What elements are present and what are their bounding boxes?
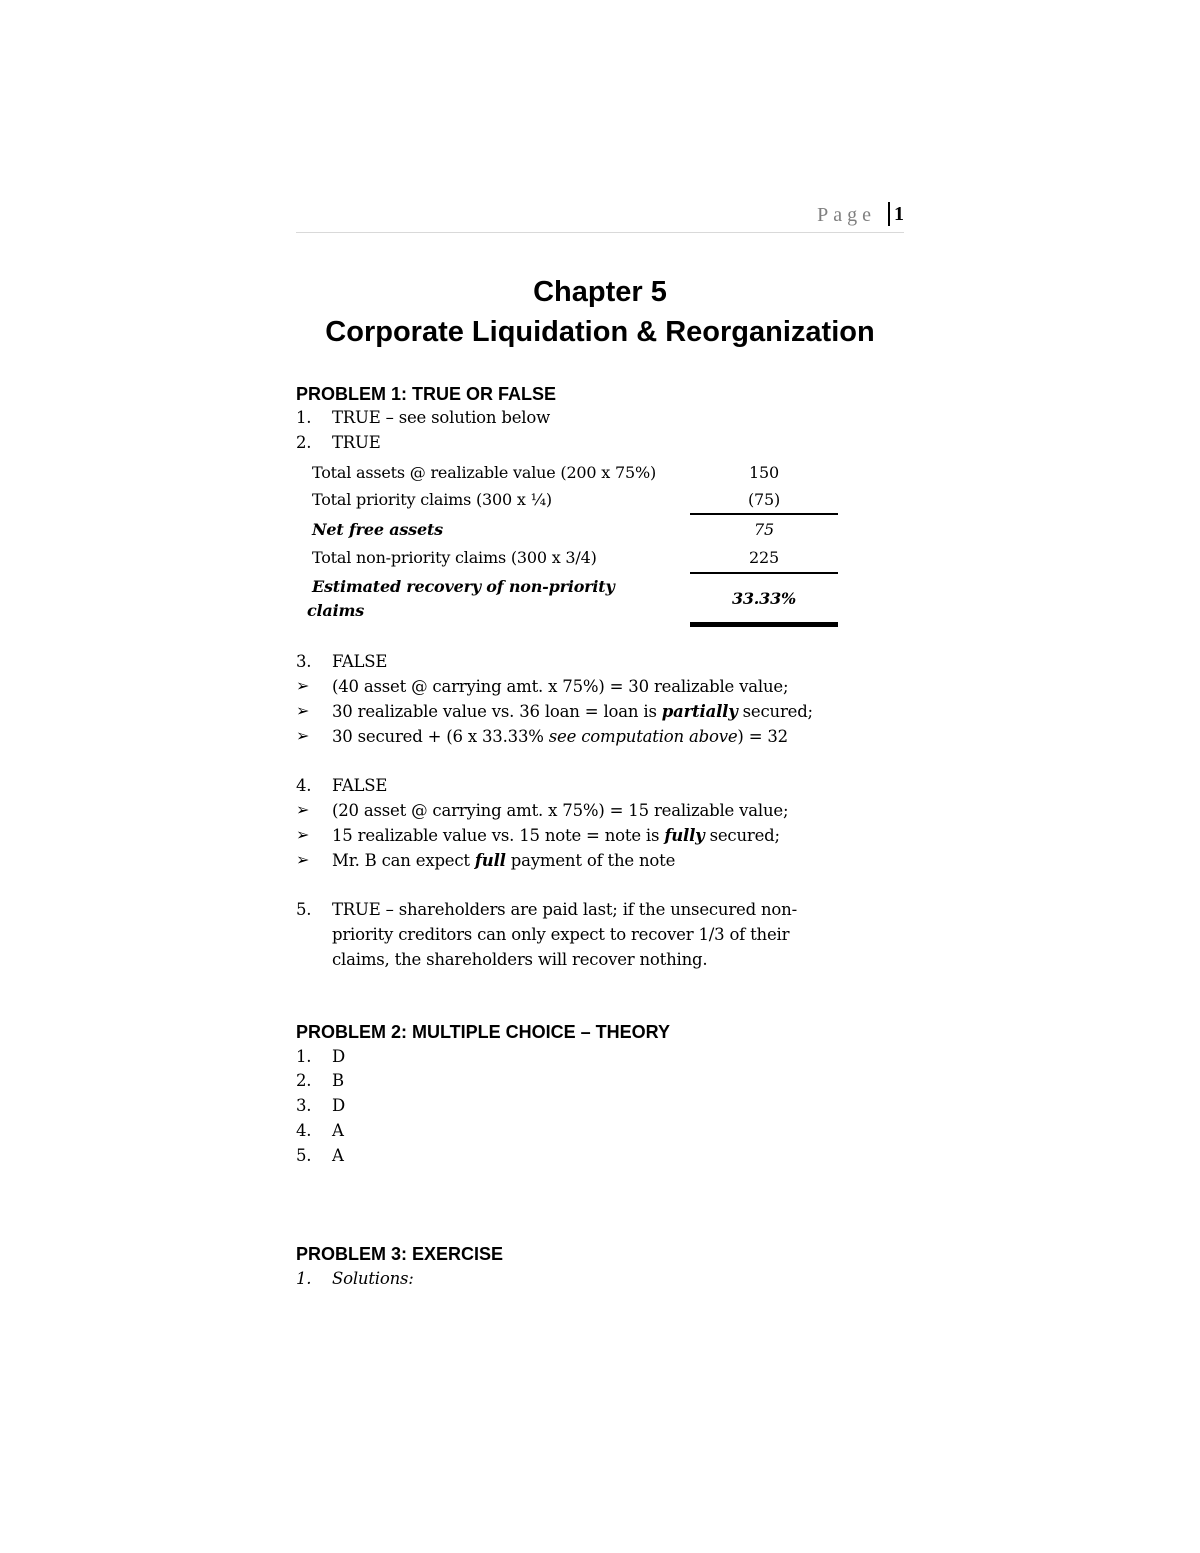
item-text: FALSE [332, 776, 388, 795]
bullet-text-part: secured; [737, 702, 813, 721]
problem3-heading: PROBLEM 3: EXERCISE [296, 1244, 504, 1264]
calc-label-net-free-assets: Net free assets [312, 520, 443, 539]
item-number: 3. [296, 1096, 312, 1115]
answer-letter: A [332, 1146, 344, 1165]
page-label: Page [817, 204, 876, 226]
chapter-title: Chapter 5 [533, 276, 667, 308]
bullet-text-part: payment of the note [505, 851, 676, 870]
item-text: TRUE [332, 433, 381, 452]
bullet-text [332, 727, 788, 746]
item-text: TRUE – see solution below [332, 408, 551, 427]
bullet-text [332, 851, 675, 870]
page-separator [888, 202, 890, 226]
emphasis-text: full [474, 851, 506, 870]
emphasis-text: see computation above [548, 727, 738, 746]
calc-label-estimated-recovery-cont: claims [307, 601, 365, 620]
answer-letter: A [332, 1121, 344, 1140]
arrow-bullet-icon: ➢ [296, 676, 310, 695]
arrow-bullet-icon: ➢ [296, 726, 310, 745]
calc-value-estimated-recovery: 33.33% [731, 589, 797, 608]
calc-label-non-priority-claims: Total non-priority claims (300 x 3/4) [312, 548, 597, 567]
problem1-heading: PROBLEM 1: TRUE OR FALSE [296, 384, 557, 404]
answer-letter: D [332, 1096, 346, 1115]
arrow-bullet-icon: ➢ [296, 825, 310, 844]
answer-letter: D [332, 1047, 346, 1066]
item-number: 5. [296, 900, 312, 919]
item-number: 5. [296, 1146, 312, 1165]
bullet-text-part: Mr. B can expect [332, 851, 475, 870]
bullet-text: (20 asset @ carrying amt. x 75%) = 15 realizable value; [332, 801, 789, 820]
arrow-bullet-icon: ➢ [296, 701, 310, 720]
calc-label-total-assets: Total assets @ realizable value (200 x 75%) [312, 463, 656, 482]
arrow-bullet-icon: ➢ [296, 800, 310, 819]
item-text: claims, the shareholders will recover nothing. [332, 950, 708, 969]
calc-subtotal-rule [690, 513, 838, 515]
item-text: Solutions: [332, 1269, 414, 1288]
bullet-text [332, 702, 813, 721]
item-number: 2. [296, 433, 312, 452]
calc-double-rule [690, 622, 838, 627]
bullet-text-part: ) = 32 [737, 727, 788, 746]
answer-letter: B [332, 1071, 344, 1090]
calc-value-total-assets: 150 [749, 463, 779, 482]
bullet-text-part: 30 secured + (6 x 33.33% [332, 727, 549, 746]
bullet-text-part: 30 realizable value vs. 36 loan = loan is [332, 702, 662, 721]
page-number: 1 [894, 203, 904, 225]
calc-value-non-priority-claims: 225 [749, 548, 779, 567]
calc-total-rule [690, 572, 838, 574]
item-number: 3. [296, 652, 312, 671]
item-number: 1. [296, 408, 312, 427]
item-number: 4. [296, 1121, 312, 1140]
item-text: priority creditors can only expect to recover 1/3 of their [332, 925, 790, 944]
calc-label-estimated-recovery: Estimated recovery of non-priority [312, 577, 615, 596]
bullet-text [332, 826, 780, 845]
calc-value-priority-claims: (75) [747, 490, 781, 509]
emphasis-text: fully [664, 826, 705, 845]
item-number: 4. [296, 776, 312, 795]
bullet-text-part: 15 realizable value vs. 15 note = note is [332, 826, 665, 845]
arrow-bullet-icon: ➢ [296, 850, 310, 869]
problem2-heading: PROBLEM 2: MULTIPLE CHOICE – THEORY [296, 1022, 671, 1042]
calc-label-priority-claims: Total priority claims (300 x ¼) [312, 490, 552, 509]
item-number: 1. [296, 1047, 312, 1066]
page-header [296, 200, 904, 233]
bullet-text-part: secured; [704, 826, 780, 845]
item-text: FALSE [332, 652, 388, 671]
chapter-subtitle: Corporate Liquidation & Reorganization [325, 316, 875, 348]
emphasis-text: partially [661, 702, 738, 721]
item-number: 2. [296, 1071, 312, 1090]
calc-value-net-free-assets: 75 [754, 520, 774, 539]
item-number: 1. [296, 1269, 312, 1288]
bullet-text: (40 asset @ carrying amt. x 75%) = 30 realizable value; [332, 677, 789, 696]
item-text: TRUE – shareholders are paid last; if the unsecured non- [332, 900, 797, 919]
